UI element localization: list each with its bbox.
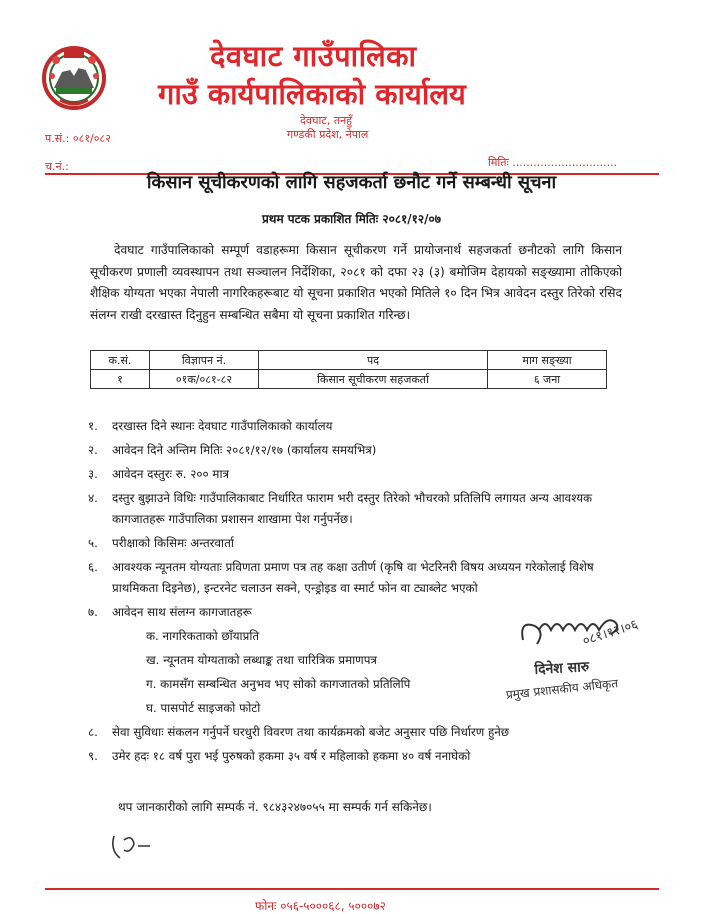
dispatch-number: च.नं.: bbox=[45, 160, 69, 173]
office-title-line2: गाउँ कार्यपालिकाको कार्यालय bbox=[158, 77, 466, 111]
nepal-emblem-logo bbox=[38, 40, 110, 112]
col-post: पद bbox=[259, 351, 488, 370]
sub-list-item: ख. न्यूनतम योग्यताको लब्धाङ्क तथा चारित्रिक प्रमाणपत्र bbox=[146, 653, 377, 667]
list-item: ३. आवेदन दस्तुरः रु. २०० मात्र bbox=[88, 467, 230, 481]
address-line2: गण्डकी प्रदेश, नेपाल bbox=[287, 128, 369, 141]
sub-list-item: क. नागरिकताको छाँयाप्रति bbox=[146, 629, 260, 643]
contact-line: थप जानकारीको लागि सम्पर्क नं. ९८४३२४७०५५ मा सम्पर्क गर्न सकिनेछ। bbox=[118, 800, 432, 814]
list-item: ४. दस्तुर बुझाउने विधिः गाउँपालिकाबाट निर्धारित फाराम भरी दस्तुर तिरेको भौचरको प्रतिलिपि लगायत अन्य आवश्यक कागजातहरू गाउँपालिका प्रशासन शाखामा पेश गर्नुपर्नेछ। bbox=[88, 491, 593, 526]
letter-number: प.सं.: ०८१/०८२ bbox=[45, 132, 111, 145]
footer-phone: फोनः ०५६-५०००६८, ५०००७२ bbox=[255, 899, 386, 913]
published-date: प्रथम पटक प्रकाशित मितिः २०८१/१२/०७ bbox=[261, 212, 442, 226]
col-demand: माग सङ्ख्या bbox=[488, 351, 607, 370]
cell-demand: ६ जना bbox=[488, 370, 607, 389]
list-item: २. आवेदन दिने अन्तिम मितिः २०८१/१२/१७ (कार्यालय समयभित्र) bbox=[88, 443, 377, 457]
table-row bbox=[91, 370, 607, 389]
vacancy-table bbox=[90, 350, 607, 389]
notice-heading: किसान सूचीकरणको लागि सहजकर्ता छनौट गर्ने सम्बन्धी सूचना bbox=[146, 172, 557, 193]
cell-serial: १ bbox=[91, 370, 150, 389]
sub-list-item: घ. पासपोर्ट साइजको फोटो bbox=[146, 701, 261, 715]
col-ad-number: विज्ञापन नं. bbox=[150, 351, 259, 370]
list-item: ६. आवश्यक न्यूनतम योग्यताः प्रविणता प्रमाण पत्र तह कक्षा उतीर्ण (कृषि वा भेटरिनरी विषय अध्ययन गरेकोलाई विशेष प्राथमिकता दिइनेछ), इन्टरनेट चलाउन सक्ने, एन्ड्रोइड वा स्मार्ट फोन वा ट्याब्लेट भएको bbox=[88, 560, 594, 595]
footer-divider bbox=[45, 888, 659, 890]
notice-body: देवघाट गाउँपालिकाको सम्पूर्ण वडाहरूमा किसान सूचीकरण गर्ने प्रायोजनार्थ सहजकर्ता छनौटको लागि किसान सूचीकरण प्रणाली व्यवस्थापन तथा सञ्चालन निर्देशिका, २०८१ को दफा २३ (३) बमोजिम देहायको सङ्ख्यामा तोकिएको शैक्षिक योग्यता भएका नेपाली नागरिकहरूबाट यो सूचना प्रकाशित भएको मितिले १० दिन भित्र आवेदन दस्तुर तिरेको रसिद संलग्न राखी दरखास्त दिनुहुन सम्बन्धित सबैमा यो सूचना प्रकाशित गरिन्छ। bbox=[90, 243, 622, 322]
signatory-name: दिनेश सारु bbox=[534, 659, 590, 678]
list-item: ७. आवेदन साथ संलग्न कागजातहरू bbox=[88, 605, 252, 619]
conditions-list bbox=[88, 416, 628, 770]
address-line1: देवघाट, तनहुँ bbox=[300, 114, 353, 127]
handwritten-initials bbox=[108, 828, 168, 864]
table-header-row bbox=[91, 351, 607, 370]
date-field: मितिः .............................. bbox=[488, 156, 618, 169]
sub-list-item: ग. कामसँग सम्बन्धित अनुभव भए सोको कागजातको प्रतिलिपि bbox=[146, 677, 411, 691]
list-item: ९. उमेर हदः १८ वर्ष पुरा भई पुरुषको हकमा ३५ वर्ष र महिलाको हकमा ४० वर्ष ननाघेको bbox=[88, 749, 471, 763]
col-serial: क.सं. bbox=[91, 351, 150, 370]
signature-date: ०८१।१२।०६ bbox=[580, 617, 640, 650]
signatory-role: प्रमुख प्रशासकीय अधिकृत bbox=[505, 676, 619, 702]
list-item: ८. सेवा सुविधाः संकलन गर्नुपर्ने घरधुरी विवरण तथा कार्यक्रमको बजेट अनुसार पछि निर्धारण हुनेछ bbox=[88, 725, 510, 739]
office-title-line1: देवघाट गाउँपालिका bbox=[210, 39, 417, 73]
cell-ad-number: ०१क/०८१-८२ bbox=[150, 370, 259, 389]
list-item: १. दरखास्त दिने स्थानः देवघाट गाउँपालिकाको कार्यालय bbox=[88, 419, 333, 433]
list-item: ५. परीक्षाको किसिमः अन्तरवार्ता bbox=[88, 536, 234, 550]
cell-post: किसान सूचीकरण सहजकर्ता bbox=[259, 370, 488, 389]
